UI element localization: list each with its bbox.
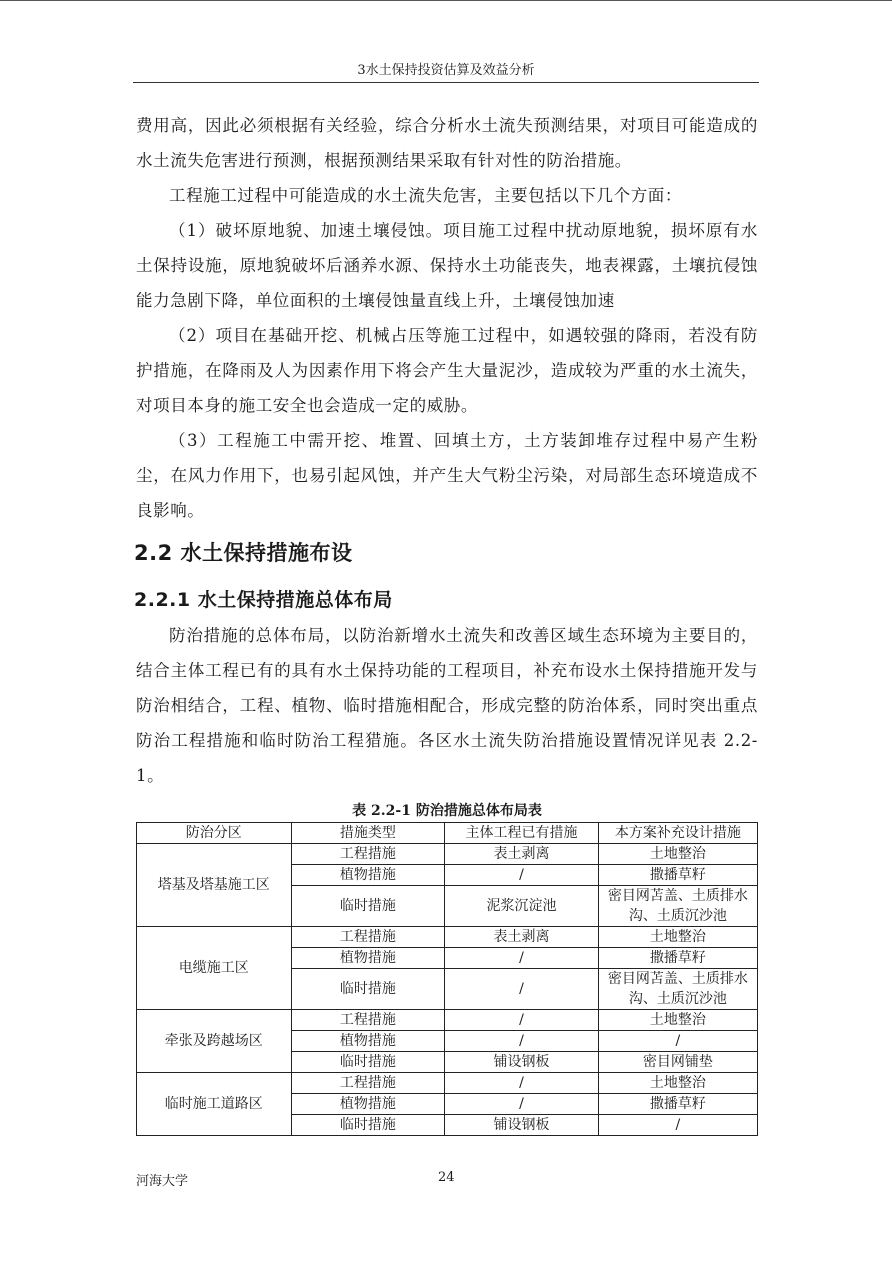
table-cell: 密目网苫盖、土质排水沟、土质沉沙池 [598,886,757,927]
table-cell: / [445,1010,599,1031]
header-cell: 本方案补充设计措施 [598,823,757,844]
measures-layout-table [136,822,758,1136]
header-cell: 防治分区 [137,823,292,844]
table-cell: / [445,865,599,886]
table-cell: 密目网苫盖、土质排水沟、土质沉沙池 [598,969,757,1010]
table-cell: 工程措施 [291,1010,445,1031]
header-cell: 措施类型 [291,823,445,844]
table-cell: / [598,1031,757,1052]
zone-cell: 临时施工道路区 [137,1073,292,1136]
footer-institution: 河海大学 [136,1174,189,1189]
body-content [136,108,758,793]
zone-cell: 牵张及跨越场区 [137,1010,292,1073]
table-header-row [137,823,758,844]
paragraph-5: （3）工程施工中需开挖、堆置、回填土方，土方装卸堆存过程中易产生粉尘，在风力作用下，也易引起风蚀，并产生大气粉尘污染，对局部生态环境造成不良影响。 [136,431,758,520]
page-number: 24 [438,1170,455,1185]
section-heading: 2.2 水土保持措施布设 [134,541,353,565]
header-rule [133,82,759,83]
zone-cell: 电缆施工区 [137,927,292,1010]
paragraph-1: 费用高，因此必须根据有关经验，综合分析水土流失预测结果，对项目可能造成的水土流失危害进行预测，根据预测结果采取有针对性的防治措施。 [136,116,758,170]
table-cell: 土地整治 [598,1073,757,1094]
table-cell: 铺设钢板 [445,1115,599,1136]
table-cell: 撒播草籽 [598,948,757,969]
table-cell: 表土剥离 [445,844,599,865]
table-cell: 土地整治 [598,927,757,948]
running-header: 3水土保持投资估算及效益分析 [357,63,535,78]
zone-cell: 塔基及塔基施工区 [137,844,292,927]
table-cell: / [445,948,599,969]
paragraph-3: （1）破坏原地貌、加速土壤侵蚀。项目施工过程中扰动原地貌，损坏原有水土保持设施，原地貌破坏后涵养水源、保持水土功能丧失，地表裸露，土壤抗侵蚀能力急剧下降，单位面积的土壤侵蚀量直线上升，土壤侵蚀加速 [136,221,758,310]
header-cell: 主体工程已有措施 [445,823,599,844]
page-top-border [0,0,892,1]
table-cell: 植物措施 [291,1094,445,1115]
paragraph-4: （2）项目在基础开挖、机械占压等施工过程中，如遇较强的降雨，若没有防护措施，在降雨及人为因素作用下将会产生大量泥沙，造成较为严重的水土流失，对项目本身的施工安全也会造成一定的威胁。 [136,326,758,415]
table-cell: / [598,1115,757,1136]
table-cell: 土地整治 [598,844,757,865]
table-cell: 工程措施 [291,844,445,865]
table-cell: / [445,1031,599,1052]
table-cell: / [445,1073,599,1094]
table-caption: 表 2.2-1 防治措施总体布局表 [352,803,542,819]
table-cell: 植物措施 [291,948,445,969]
table-row [137,1010,758,1031]
table-cell: 铺设钢板 [445,1052,599,1073]
table-cell: 植物措施 [291,865,445,886]
table-row [137,1073,758,1094]
table-cell: / [445,969,599,1010]
table-cell: 表土剥离 [445,927,599,948]
table-cell: 撒播草籽 [598,1094,757,1115]
table-cell: 临时措施 [291,1115,445,1136]
table-row [137,927,758,948]
table-row [137,844,758,865]
table-cell: 泥浆沉淀池 [445,886,599,927]
table-cell: 临时措施 [291,969,445,1010]
subsection-heading: 2.2.1 水土保持措施总体布局 [134,589,393,611]
table-cell: / [445,1094,599,1115]
table-cell: 植物措施 [291,1031,445,1052]
paragraph-6: 防治措施的总体布局，以防治新增水土流失和改善区域生态环境为主要目的，结合主体工程已有的具有水土保持功能的工程项目，补充布设水土保持措施开发与防治相结合，工程、植物、临时措施相配合，形成完整的防治体系，同时突出重点防治工程措施和临时防治工程猎施。各区水土流失防治措施设置情况详见表 2.2-1。 [136,626,758,785]
table-cell: 临时措施 [291,1052,445,1073]
table-cell: 密目网铺垫 [598,1052,757,1073]
table-cell: 土地整治 [598,1010,757,1031]
paragraph-2: 工程施工过程中可能造成的水土流失危害，主要包括以下几个方面： [169,186,682,205]
table-cell: 临时措施 [291,886,445,927]
table-cell: 工程措施 [291,927,445,948]
table-cell: 工程措施 [291,1073,445,1094]
table-cell: 撒播草籽 [598,865,757,886]
